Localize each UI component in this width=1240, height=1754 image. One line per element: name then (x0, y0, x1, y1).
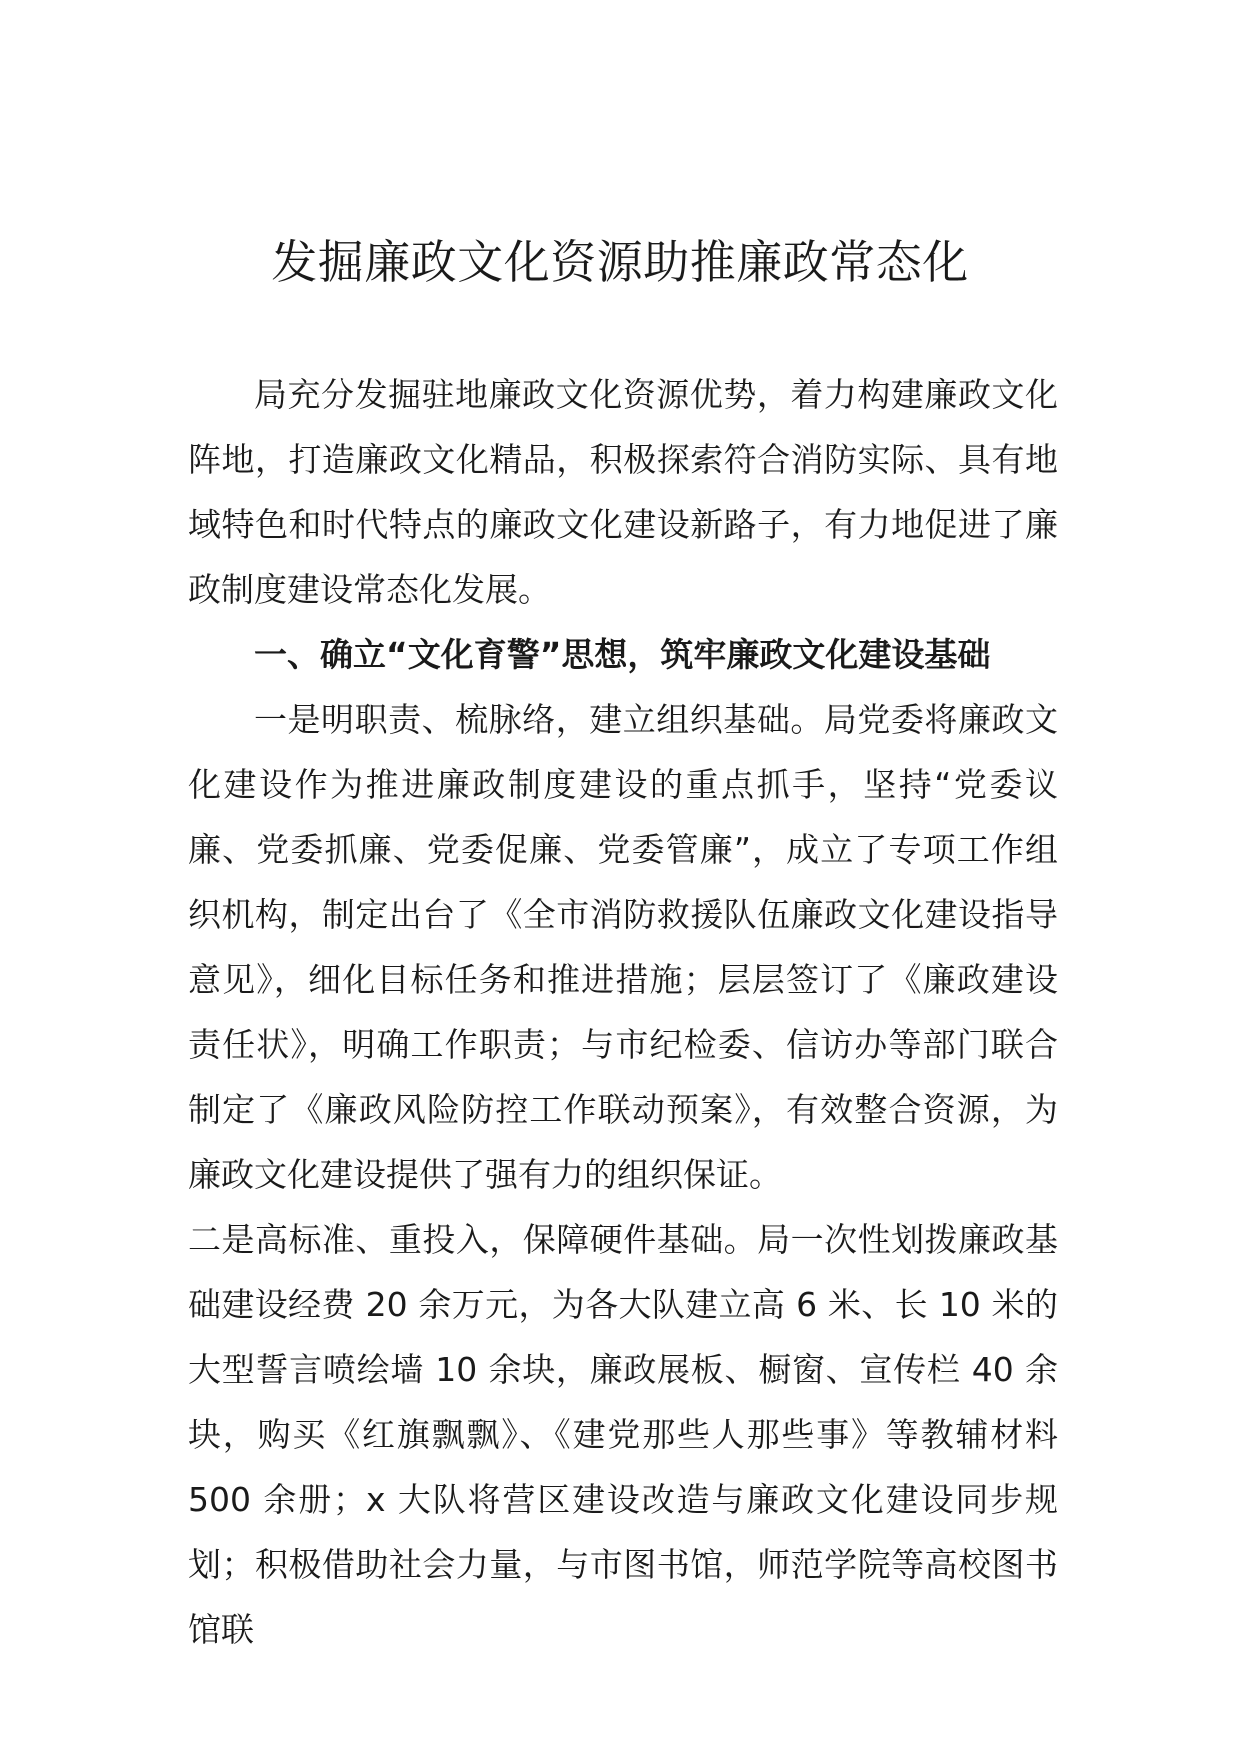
section-heading-1: 一、确立“文化育警”思想，筑牢廉政文化建设基础 (254, 635, 991, 674)
intro-paragraph: 局充分发掘驻地廉政文化资源优势，着力构建廉政文化阵地，打造廉政文化精品，积极探索符合消防实际、具有地域特色和时代特点的廉政文化建设新路子，有力地促进了廉政制度建设常态化发展。 (188, 375, 1058, 609)
body-paragraph-1: 一是明职责、梳脉络，建立组织基础。局党委将廉政文化建设作为推进廉政制度建设的重点抓手，坚持“党委议廉、党委抓廉、党委促廉、党委管廉”，成立了专项工作组织机构，制定出台了《全市消防救援队伍廉政文化建设指导意见》，细化目标任务和推进措施；层层签订了《廉政建设责任状》，明确工作职责；与市纪检委、信访办等部门联合制定了《廉政风险防控工作联动预案》，有效整合资源，为廉政文化建设提供了强有力的组织保证。 (188, 700, 1058, 1194)
document-title: 发掘廉政文化资源助推廉政常态化 (271, 235, 969, 289)
document-body (188, 362, 1058, 1662)
body-paragraph-2: 二是高标准、重投入，保障硬件基础。局一次性划拨廉政基础建设经费 20 余万元，为各大队建立高 6 米、长 10 米的大型誓言喷绘墙 10 余块，廉政展板、橱窗、宣传栏 40 余块，购买《红旗飘飘》、《建党那些人那些事》等教辅材料 500 余册；x 大队将营区建设改造与廉政文化建设同步规划；积极借助社会力量，与市图书馆，师范学院等高校图书馆联 (188, 1220, 1058, 1649)
